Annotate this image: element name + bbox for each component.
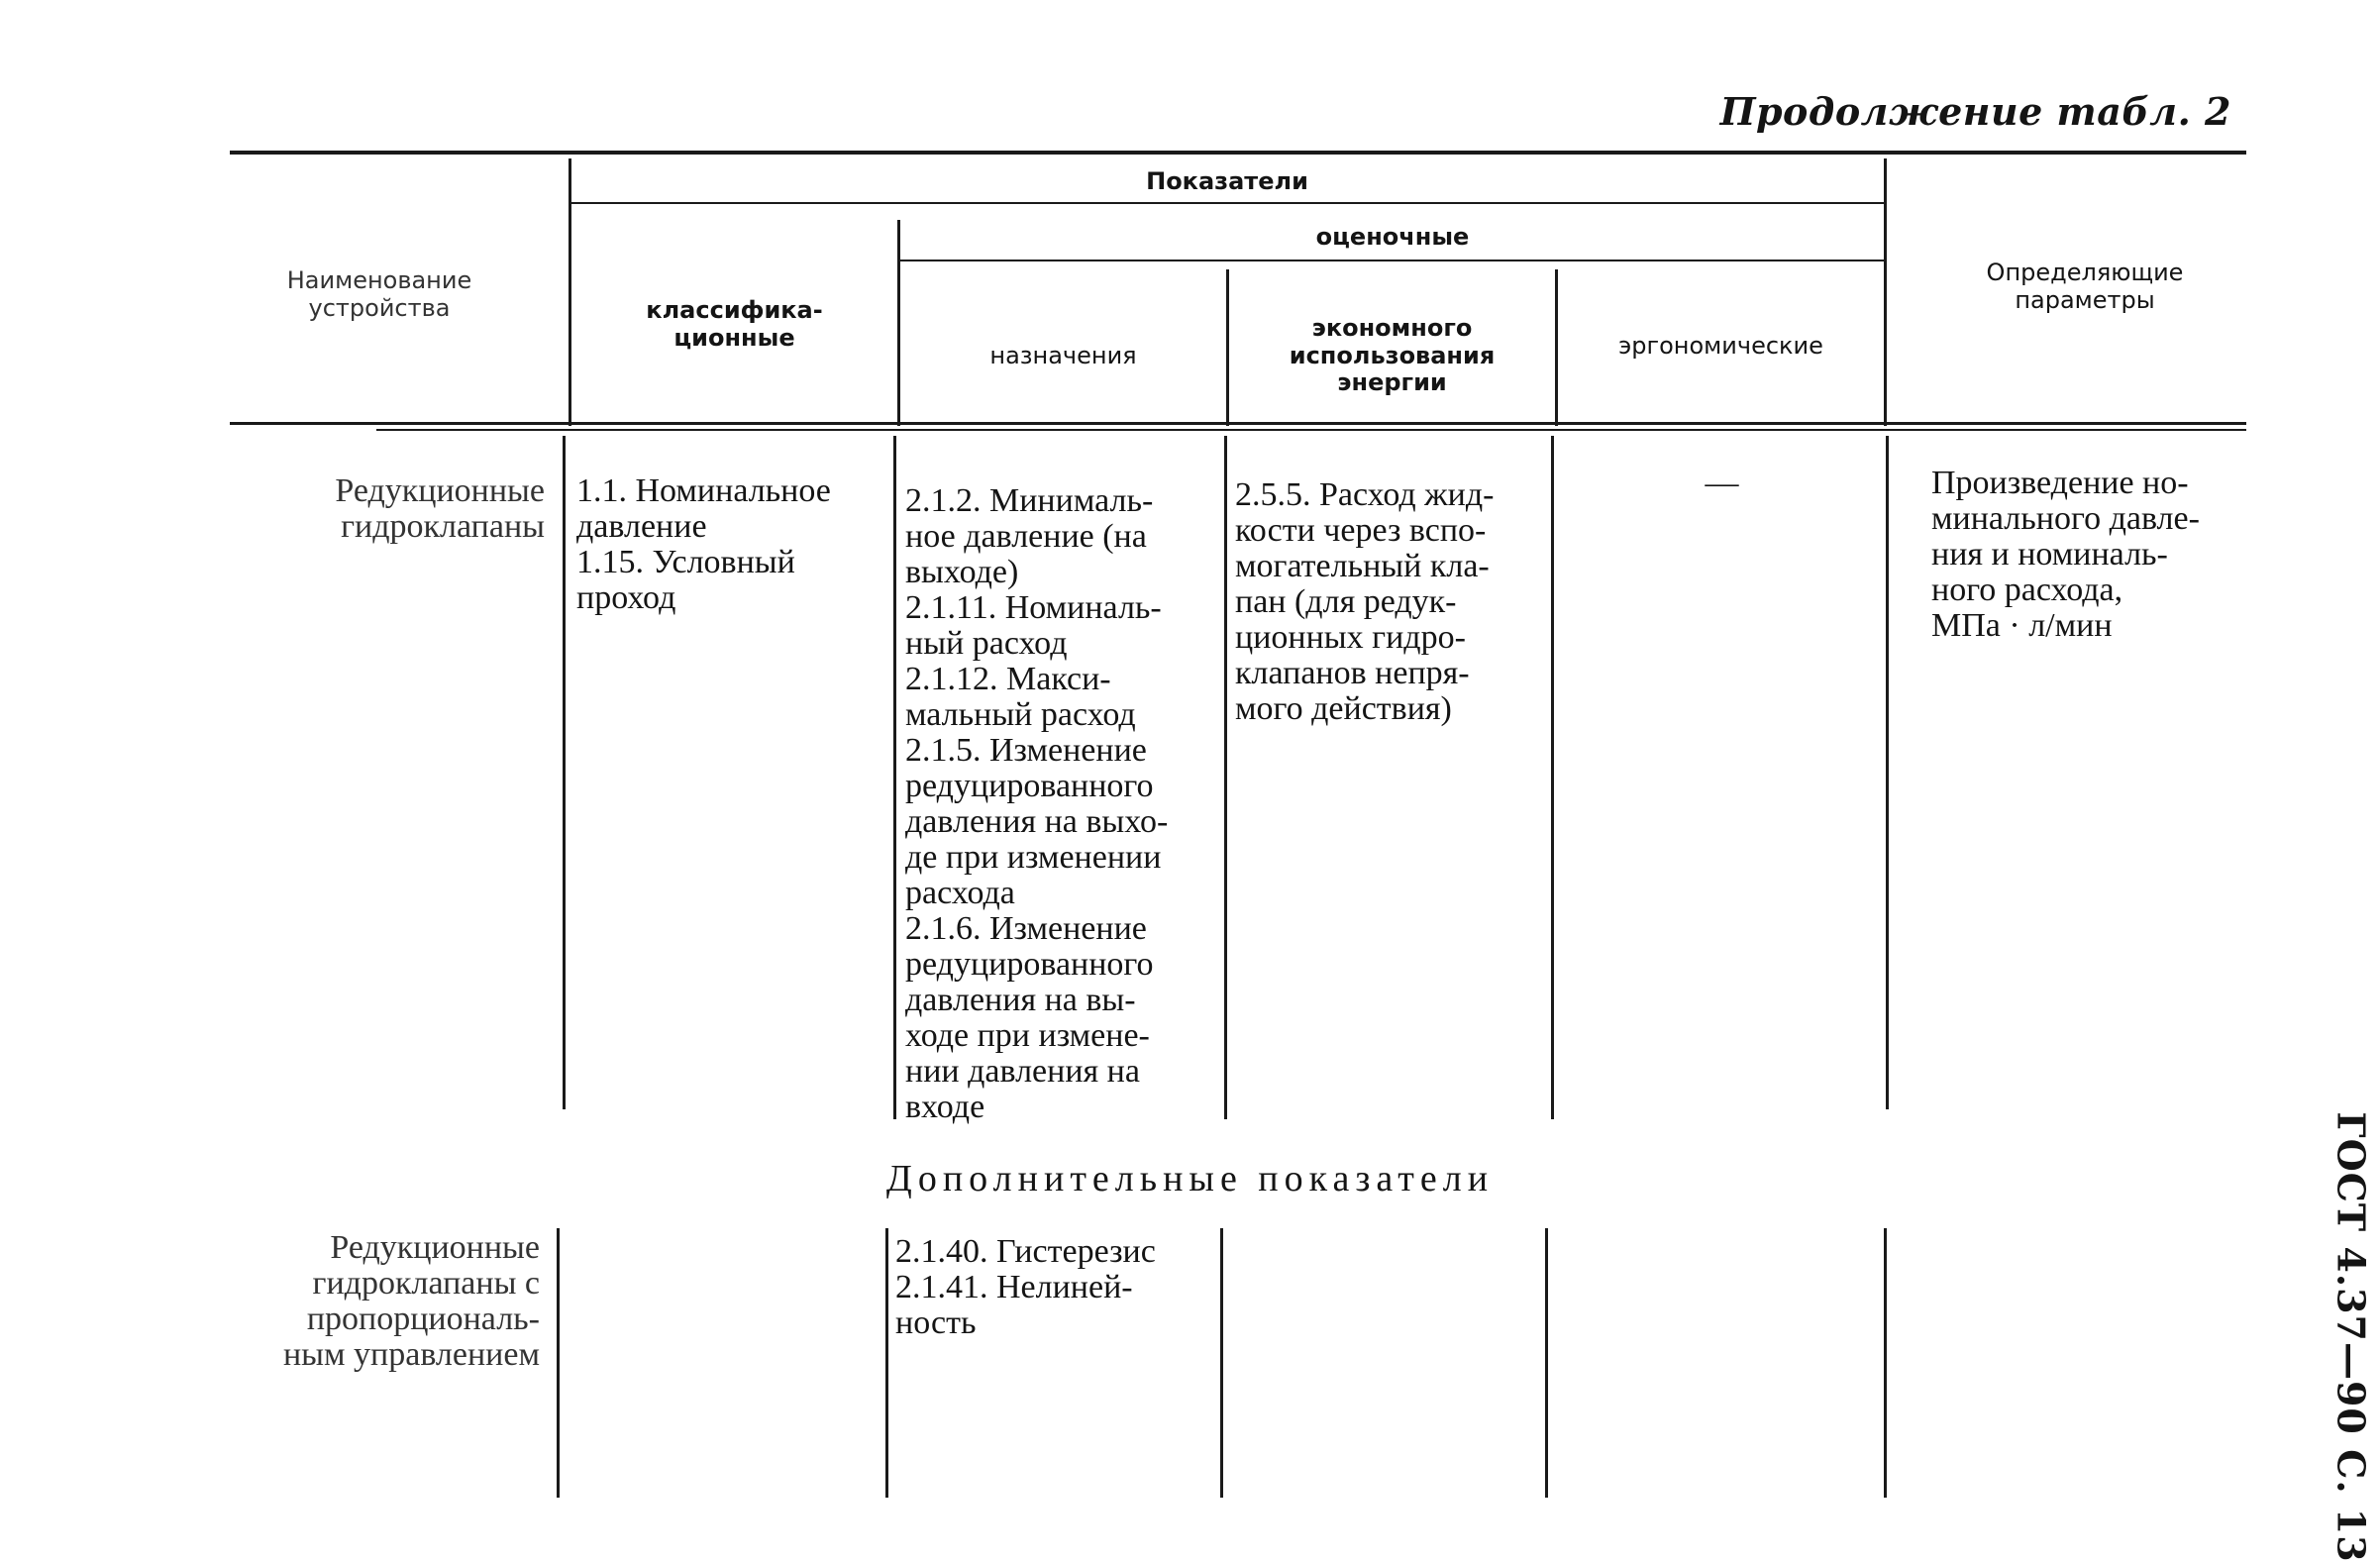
header-evaluative: оценочные — [1315, 223, 1470, 251]
row2-divider-2 — [885, 1228, 888, 1498]
additional-row-purpose: 2.1.40. Гистерезис 2.1.41. Нелиней- ность — [895, 1233, 1156, 1341]
row2-divider-1 — [557, 1228, 560, 1498]
header-divider-1 — [569, 158, 571, 426]
additional-row-device-name: Редукционные гидроклапаны с пропорциональ- ным управлением — [282, 1229, 540, 1373]
section-title-additional: Дополнительные показатели — [885, 1158, 1495, 1199]
standard-page-label-text: ГОСТ 4.37—90 С. 13 — [2328, 1111, 2374, 1563]
row1-divider-5 — [1886, 436, 1889, 1109]
row2-divider-4 — [1545, 1228, 1548, 1498]
header-defining-params: Определяющие параметры — [1986, 259, 2184, 314]
header-bottom-rule-2 — [376, 429, 2246, 431]
row-classification: 1.1. Номинальное давление 1.15. Условный проход — [576, 472, 831, 616]
table-top-rule — [230, 151, 2246, 155]
header-energy: экономного использования энергии — [1289, 314, 1496, 397]
row2-divider-5 — [1884, 1228, 1887, 1498]
header-ergonomic: эргономические — [1618, 332, 1823, 360]
header-indicators: Показатели — [1146, 167, 1308, 195]
evaluative-underline — [900, 260, 1885, 261]
standard-page-label — [2302, 1111, 2380, 1563]
row1-divider-3 — [1224, 436, 1227, 1119]
row-energy: 2.5.5. Расход жид- кости через вспо- могательный кла- пан (для редук- ционных гидро- клапанов непря- мого действия) — [1235, 476, 1495, 727]
row-defining-params: Произведение но- минального давле- ния и номиналь- ного расхода, МПа · л/мин — [1931, 465, 2200, 644]
row1-divider-1 — [563, 436, 566, 1109]
header-bottom-rule — [230, 422, 2246, 425]
row-device-name: Редукционные гидроклапаны — [335, 472, 545, 545]
header-purpose: назначения — [989, 342, 1137, 369]
row-ergonomic: — — [1705, 465, 1739, 501]
indicators-underline — [569, 202, 1885, 204]
table-continuation-caption: Продолжение табл. 2 — [1719, 89, 2231, 134]
header-classification: классифика- ционные — [646, 296, 823, 352]
row1-divider-2 — [893, 436, 896, 1119]
header-device-name: Наименование устройства — [286, 266, 472, 322]
row-purpose: 2.1.2. Минималь- ное давление (на выходе) 2.1.11. Номиналь- ный расход 2.1.12. Макси- мальный расход 2.1.5. Изменение редуцированного давления на выхо- де при изменении расхода 2.1.6. Изменение редуцированного давления на вы- ходе при измене- нии давления на входе — [905, 482, 1169, 1125]
